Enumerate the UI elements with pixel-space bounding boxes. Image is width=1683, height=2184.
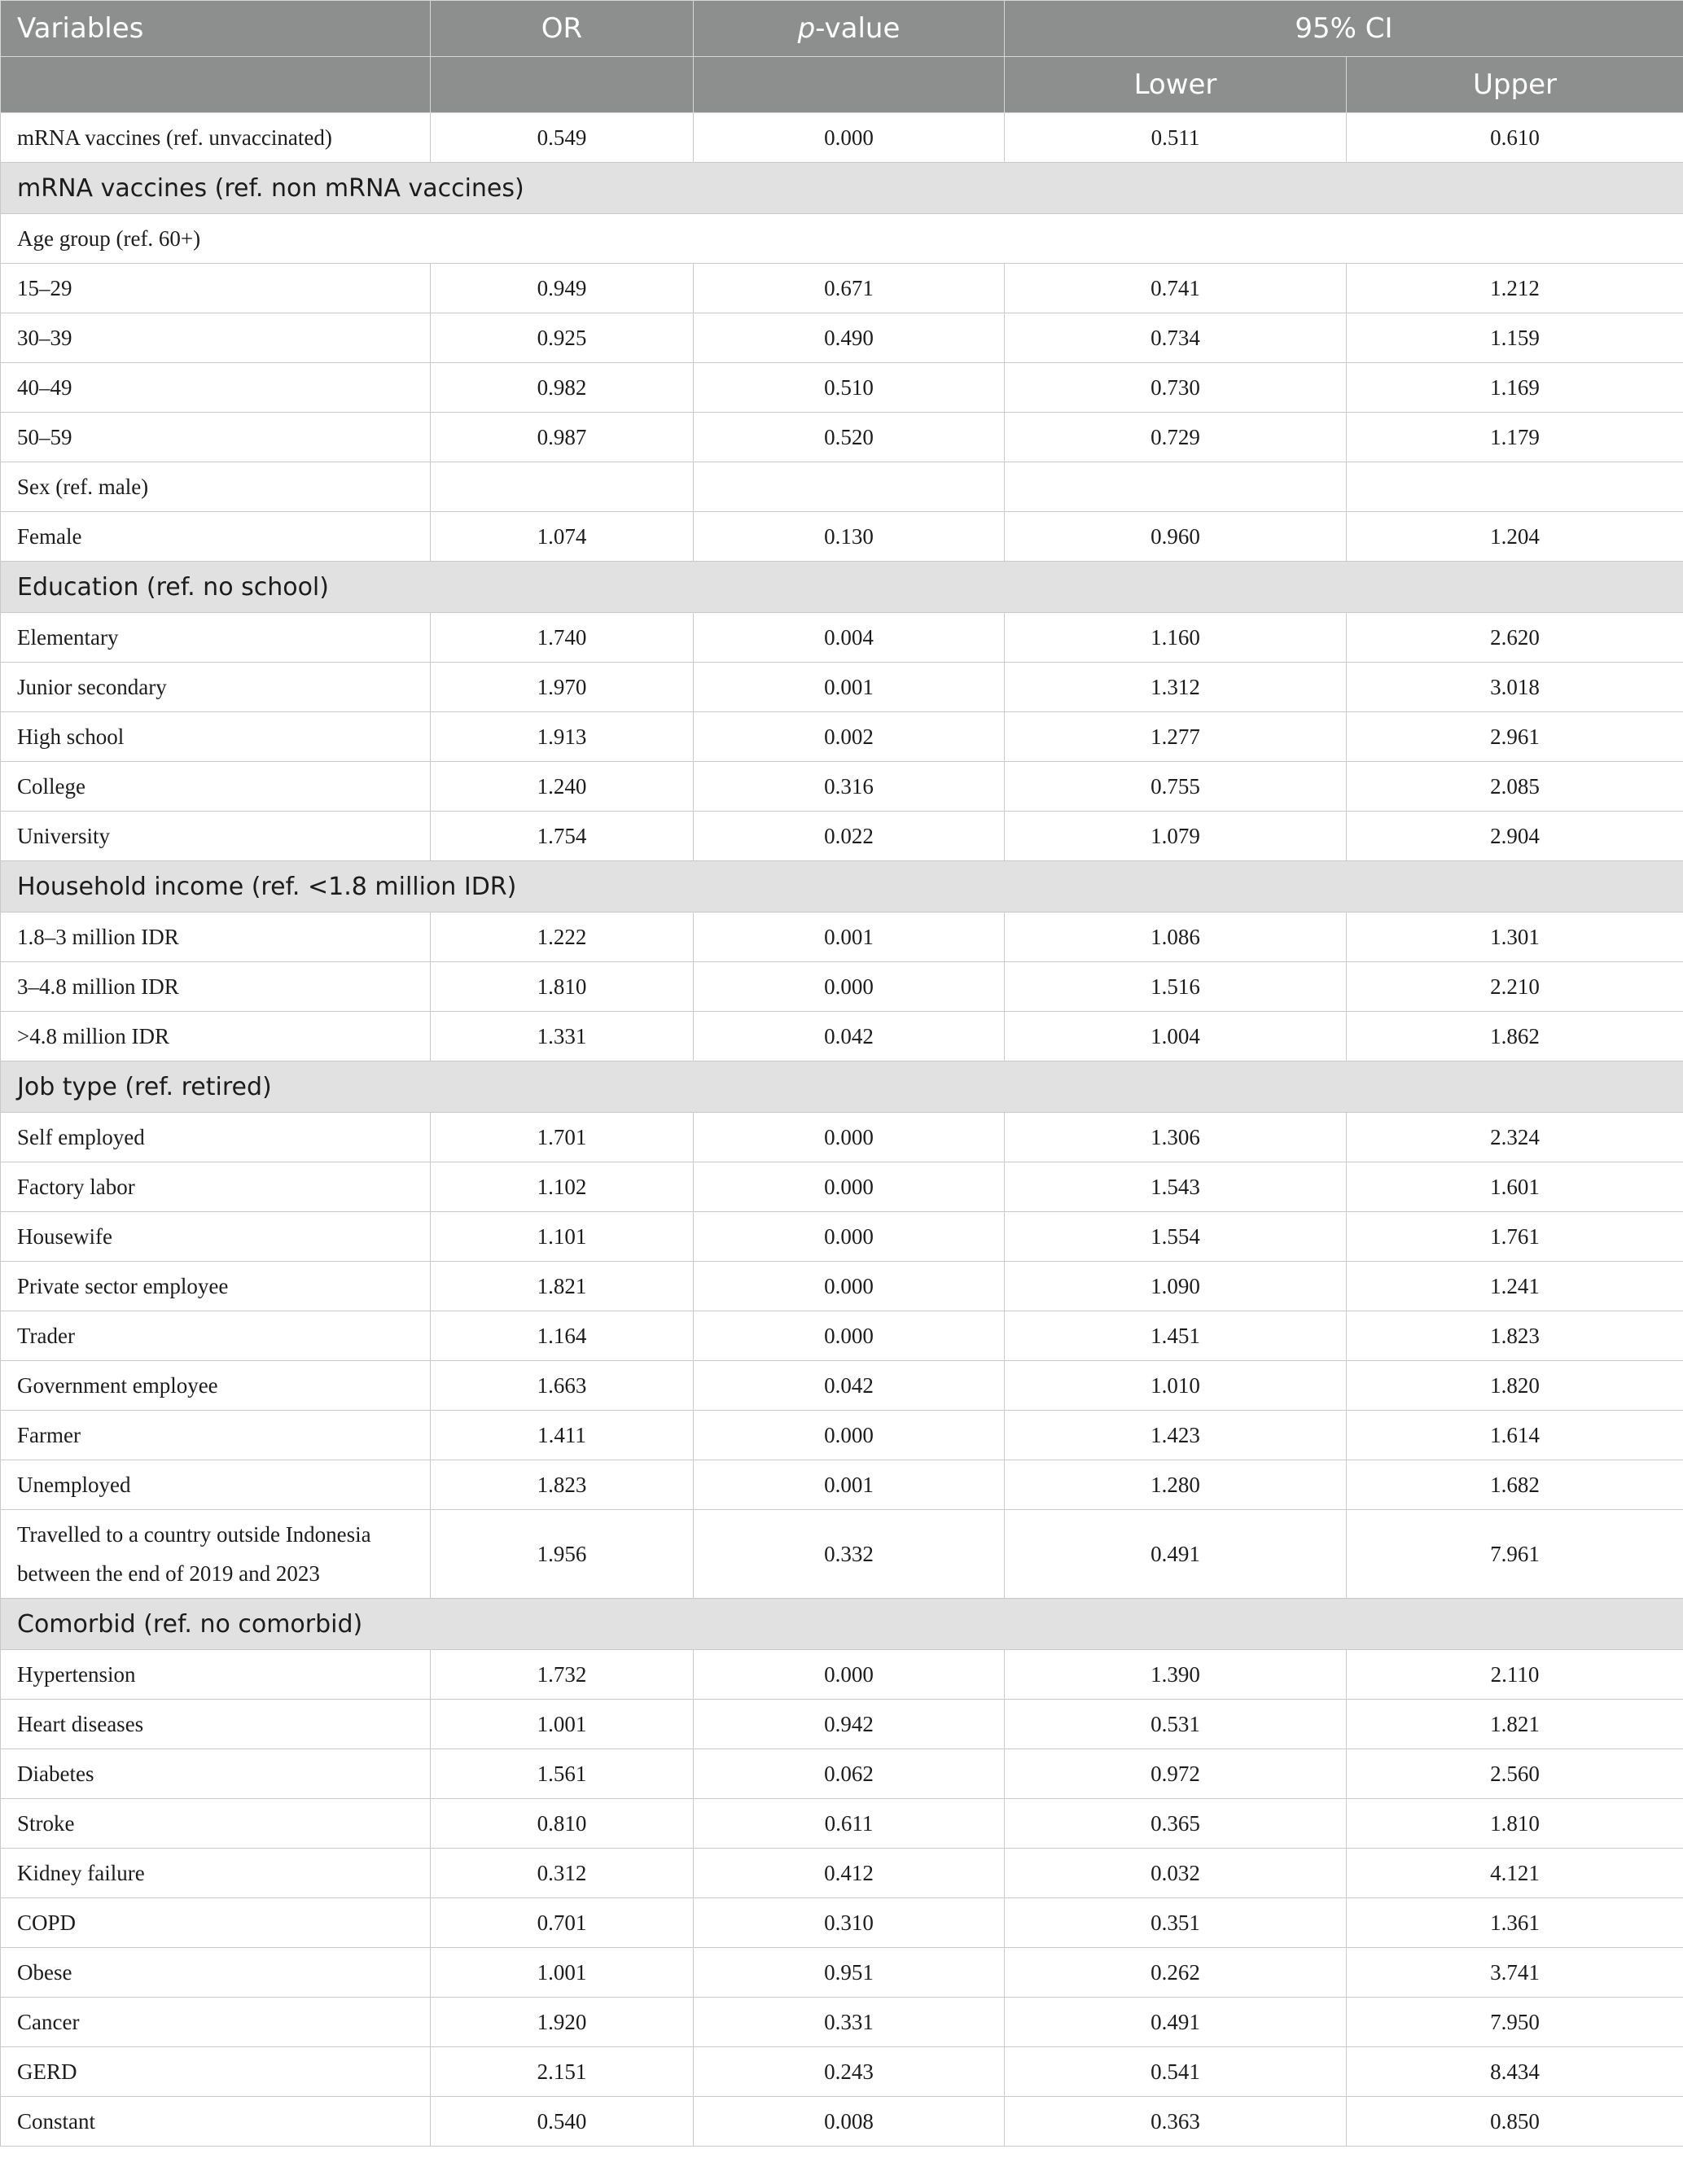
table-row (1, 663, 1683, 712)
cell-p: 0.510 (694, 363, 1005, 413)
cell-p: 0.062 (694, 1749, 1005, 1799)
row-label: Constant (1, 2097, 431, 2147)
row-label: 30–39 (1, 313, 431, 363)
group-row (1, 462, 1683, 512)
table-row (1, 1749, 1683, 1799)
cell-or: 0.701 (431, 1898, 694, 1948)
table-row (1, 313, 1683, 363)
cell-or: 1.331 (431, 1012, 694, 1061)
table-row (1, 1361, 1683, 1411)
cell-p: 0.243 (694, 2047, 1005, 2097)
cell-lower: 0.734 (1005, 313, 1347, 363)
table-row (1, 913, 1683, 962)
cell-lower: 1.390 (1005, 1650, 1347, 1700)
cell-or: 1.101 (431, 1212, 694, 1262)
cell-upper: 1.361 (1347, 1898, 1683, 1948)
row-label: Elementary (1, 613, 431, 663)
cell-upper: 1.810 (1347, 1799, 1683, 1849)
cell-or: 1.561 (431, 1749, 694, 1799)
section-label: mRNA vaccines (ref. non mRNA vaccines) (1, 163, 1683, 214)
cell-p: 0.671 (694, 264, 1005, 313)
cell-p: 0.001 (694, 663, 1005, 712)
cell-lower: 1.277 (1005, 712, 1347, 762)
cell-lower: 0.972 (1005, 1749, 1347, 1799)
cell-lower: 0.262 (1005, 1948, 1347, 1998)
cell-or: 0.312 (431, 1849, 694, 1898)
cell-or: 1.164 (431, 1311, 694, 1361)
table-row (1, 512, 1683, 562)
cell-lower: 1.090 (1005, 1262, 1347, 1311)
row-label: Kidney failure (1, 1849, 431, 1898)
row-label (1, 1510, 431, 1599)
cell-upper: 1.301 (1347, 913, 1683, 962)
cell-upper: 7.961 (1347, 1510, 1683, 1599)
row-label: Hypertension (1, 1650, 431, 1700)
row-label: Government employee (1, 1361, 431, 1411)
cell-or: 1.823 (431, 1460, 694, 1510)
cell-upper: 1.204 (1347, 512, 1683, 562)
section-label: Comorbid (ref. no comorbid) (1, 1599, 1683, 1650)
group-row (1, 214, 1683, 264)
row-label: 15–29 (1, 264, 431, 313)
cell-lower: 1.079 (1005, 812, 1347, 861)
cell-upper: 3.741 (1347, 1948, 1683, 1998)
cell-upper: 3.018 (1347, 663, 1683, 712)
cell-p: 0.000 (694, 1311, 1005, 1361)
table-row (1, 1948, 1683, 1998)
cell-lower: 0.741 (1005, 264, 1347, 313)
cell-upper: 2.961 (1347, 712, 1683, 762)
cell-or: 0.949 (431, 264, 694, 313)
cell-or: 1.740 (431, 613, 694, 663)
table-body (1, 113, 1683, 2147)
row-label: mRNA vaccines (ref. unvaccinated) (1, 113, 431, 163)
cell-or: 1.074 (431, 512, 694, 562)
row-label: Self employed (1, 1113, 431, 1162)
row-label: Cancer (1, 1998, 431, 2047)
cell-upper: 1.821 (1347, 1700, 1683, 1749)
cell-or: 0.549 (431, 113, 694, 163)
row-label: Unemployed (1, 1460, 431, 1510)
table-row (1, 1898, 1683, 1948)
table-row (1, 1460, 1683, 1510)
cell-upper: 1.159 (1347, 313, 1683, 363)
cell-lower: 0.531 (1005, 1700, 1347, 1749)
table-row (1, 264, 1683, 313)
cell-lower: 1.306 (1005, 1113, 1347, 1162)
cell-or: 2.151 (431, 2047, 694, 2097)
row-label: 1.8–3 million IDR (1, 913, 431, 962)
cell-p: 0.022 (694, 812, 1005, 861)
cell-upper: 1.601 (1347, 1162, 1683, 1212)
cell-lower: 1.451 (1005, 1311, 1347, 1361)
row-label: Farmer (1, 1411, 431, 1460)
cell-lower: 1.004 (1005, 1012, 1347, 1061)
cell-upper: 2.904 (1347, 812, 1683, 861)
row-label: College (1, 762, 431, 812)
row-label: 3–4.8 million IDR (1, 962, 431, 1012)
table-row (1, 363, 1683, 413)
table-row (1, 1849, 1683, 1898)
cell-p: 0.490 (694, 313, 1005, 363)
section-label: Job type (ref. retired) (1, 1061, 1683, 1113)
cell-or: 0.987 (431, 413, 694, 462)
cell-p: 0.000 (694, 1162, 1005, 1212)
table-row (1, 1162, 1683, 1212)
table-row (1, 1411, 1683, 1460)
table-row (1, 762, 1683, 812)
cell-upper: 1.614 (1347, 1411, 1683, 1460)
cell-lower: 0.365 (1005, 1799, 1347, 1849)
header-p-rest: -value (815, 12, 901, 45)
cell-p: 0.951 (694, 1948, 1005, 1998)
cell-p: 0.130 (694, 512, 1005, 562)
header-p-value (694, 1, 1005, 57)
cell-p: 0.310 (694, 1898, 1005, 1948)
header-lower: Lower (1005, 57, 1347, 113)
cell-lower: 0.032 (1005, 1849, 1347, 1898)
row-label: High school (1, 712, 431, 762)
table-row (1, 613, 1683, 663)
row-label: Housewife (1, 1212, 431, 1262)
table-row (1, 712, 1683, 762)
cell-p: 0.520 (694, 413, 1005, 462)
header-empty (431, 57, 694, 113)
section-row (1, 1599, 1683, 1650)
row-label: Private sector employee (1, 1262, 431, 1311)
cell-upper: 0.850 (1347, 2097, 1683, 2147)
cell-upper: 2.085 (1347, 762, 1683, 812)
cell-or: 1.754 (431, 812, 694, 861)
cell-empty (1005, 462, 1347, 512)
table-row (1, 1700, 1683, 1749)
cell-or: 1.913 (431, 712, 694, 762)
cell-or: 1.001 (431, 1700, 694, 1749)
row-label: University (1, 812, 431, 861)
table-row (1, 1012, 1683, 1061)
cell-upper: 4.121 (1347, 1849, 1683, 1898)
table-row (1, 413, 1683, 462)
table-row (1, 113, 1683, 163)
section-label: Household income (ref. <1.8 million IDR) (1, 861, 1683, 913)
row-label: Heart diseases (1, 1700, 431, 1749)
cell-or: 0.982 (431, 363, 694, 413)
cell-or: 1.411 (431, 1411, 694, 1460)
cell-or: 1.732 (431, 1650, 694, 1700)
row-label: Stroke (1, 1799, 431, 1849)
row-label: Junior secondary (1, 663, 431, 712)
cell-or: 0.540 (431, 2097, 694, 2147)
table-row (1, 1650, 1683, 1700)
header-upper: Upper (1347, 57, 1683, 113)
section-label: Education (ref. no school) (1, 562, 1683, 613)
cell-or: 1.222 (431, 913, 694, 962)
header-95ci: 95% CI (1005, 1, 1683, 57)
group-label: Sex (ref. male) (1, 462, 431, 512)
cell-p: 0.000 (694, 1262, 1005, 1311)
cell-lower: 0.729 (1005, 413, 1347, 462)
cell-p: 0.042 (694, 1012, 1005, 1061)
cell-empty (1347, 462, 1683, 512)
table-row (1, 812, 1683, 861)
cell-upper: 7.950 (1347, 1998, 1683, 2047)
cell-upper: 2.620 (1347, 613, 1683, 663)
table-row (1, 1510, 1683, 1599)
cell-or: 1.663 (431, 1361, 694, 1411)
cell-p: 0.000 (694, 962, 1005, 1012)
cell-or: 1.001 (431, 1948, 694, 1998)
header-empty (1, 57, 431, 113)
cell-p: 0.000 (694, 1411, 1005, 1460)
table-row (1, 2047, 1683, 2097)
cell-lower: 1.554 (1005, 1212, 1347, 1262)
cell-p: 0.331 (694, 1998, 1005, 2047)
header-empty (694, 57, 1005, 113)
row-label-line2: between the end of 2019 and 2023 (17, 1561, 320, 1586)
section-row (1, 861, 1683, 913)
cell-or: 1.102 (431, 1162, 694, 1212)
header-or: OR (431, 1, 694, 57)
cell-or: 1.701 (431, 1113, 694, 1162)
cell-p: 0.412 (694, 1849, 1005, 1898)
cell-p: 0.316 (694, 762, 1005, 812)
cell-or: 0.925 (431, 313, 694, 363)
cell-upper: 1.761 (1347, 1212, 1683, 1262)
row-label-line1: Travelled to a country outside Indonesia (17, 1522, 371, 1547)
cell-p: 0.042 (694, 1361, 1005, 1411)
row-label: 40–49 (1, 363, 431, 413)
cell-or: 0.810 (431, 1799, 694, 1849)
cell-p: 0.611 (694, 1799, 1005, 1849)
cell-upper: 2.210 (1347, 962, 1683, 1012)
cell-lower: 1.280 (1005, 1460, 1347, 1510)
cell-or: 1.821 (431, 1262, 694, 1311)
table-row (1, 962, 1683, 1012)
cell-upper: 1.862 (1347, 1012, 1683, 1061)
row-label: 50–59 (1, 413, 431, 462)
cell-lower: 0.363 (1005, 2097, 1347, 2147)
cell-lower: 1.423 (1005, 1411, 1347, 1460)
cell-upper: 0.610 (1347, 113, 1683, 163)
cell-upper: 8.434 (1347, 2047, 1683, 2097)
header-variables: Variables (1, 1, 431, 57)
section-row (1, 163, 1683, 214)
section-row (1, 1061, 1683, 1113)
row-label: Factory labor (1, 1162, 431, 1212)
cell-empty (694, 462, 1005, 512)
row-label: GERD (1, 2047, 431, 2097)
row-label: Obese (1, 1948, 431, 1998)
cell-or: 1.956 (431, 1510, 694, 1599)
table-row (1, 1311, 1683, 1361)
cell-upper: 2.324 (1347, 1113, 1683, 1162)
cell-p: 0.332 (694, 1510, 1005, 1599)
row-label: COPD (1, 1898, 431, 1948)
cell-lower: 1.312 (1005, 663, 1347, 712)
cell-lower: 1.516 (1005, 962, 1347, 1012)
table-row (1, 2097, 1683, 2147)
cell-p: 0.000 (694, 1212, 1005, 1262)
cell-lower: 0.491 (1005, 1510, 1347, 1599)
row-label: Diabetes (1, 1749, 431, 1799)
cell-lower: 1.010 (1005, 1361, 1347, 1411)
cell-empty (431, 462, 694, 512)
cell-upper: 1.820 (1347, 1361, 1683, 1411)
cell-lower: 0.351 (1005, 1898, 1347, 1948)
cell-lower: 0.491 (1005, 1998, 1347, 2047)
group-label: Age group (ref. 60+) (1, 214, 1683, 264)
cell-lower: 1.086 (1005, 913, 1347, 962)
table-header (1, 1, 1683, 113)
cell-upper: 2.110 (1347, 1650, 1683, 1700)
cell-lower: 0.541 (1005, 2047, 1347, 2097)
cell-p: 0.000 (694, 1650, 1005, 1700)
cell-p: 0.002 (694, 712, 1005, 762)
cell-upper: 1.169 (1347, 363, 1683, 413)
cell-lower: 0.755 (1005, 762, 1347, 812)
cell-p: 0.008 (694, 2097, 1005, 2147)
cell-upper: 1.179 (1347, 413, 1683, 462)
cell-or: 1.810 (431, 962, 694, 1012)
header-p-italic: p (797, 12, 816, 45)
cell-p: 0.004 (694, 613, 1005, 663)
cell-p: 0.001 (694, 913, 1005, 962)
cell-lower: 0.960 (1005, 512, 1347, 562)
row-label: >4.8 million IDR (1, 1012, 431, 1061)
cell-upper: 1.212 (1347, 264, 1683, 313)
row-label: Trader (1, 1311, 431, 1361)
cell-or: 1.920 (431, 1998, 694, 2047)
cell-upper: 1.823 (1347, 1311, 1683, 1361)
cell-p: 0.942 (694, 1700, 1005, 1749)
cell-upper: 2.560 (1347, 1749, 1683, 1799)
table-row (1, 1998, 1683, 2047)
table-row (1, 1212, 1683, 1262)
cell-or: 1.240 (431, 762, 694, 812)
table-row (1, 1262, 1683, 1311)
table-row (1, 1799, 1683, 1849)
row-label: Female (1, 512, 431, 562)
cell-lower: 0.730 (1005, 363, 1347, 413)
cell-upper: 1.682 (1347, 1460, 1683, 1510)
section-row (1, 562, 1683, 613)
cell-or: 1.970 (431, 663, 694, 712)
cell-upper: 1.241 (1347, 1262, 1683, 1311)
cell-lower: 1.160 (1005, 613, 1347, 663)
table-row (1, 1113, 1683, 1162)
cell-p: 0.001 (694, 1460, 1005, 1510)
cell-lower: 0.511 (1005, 113, 1347, 163)
cell-p: 0.000 (694, 1113, 1005, 1162)
cell-lower: 1.543 (1005, 1162, 1347, 1212)
cell-p: 0.000 (694, 113, 1005, 163)
